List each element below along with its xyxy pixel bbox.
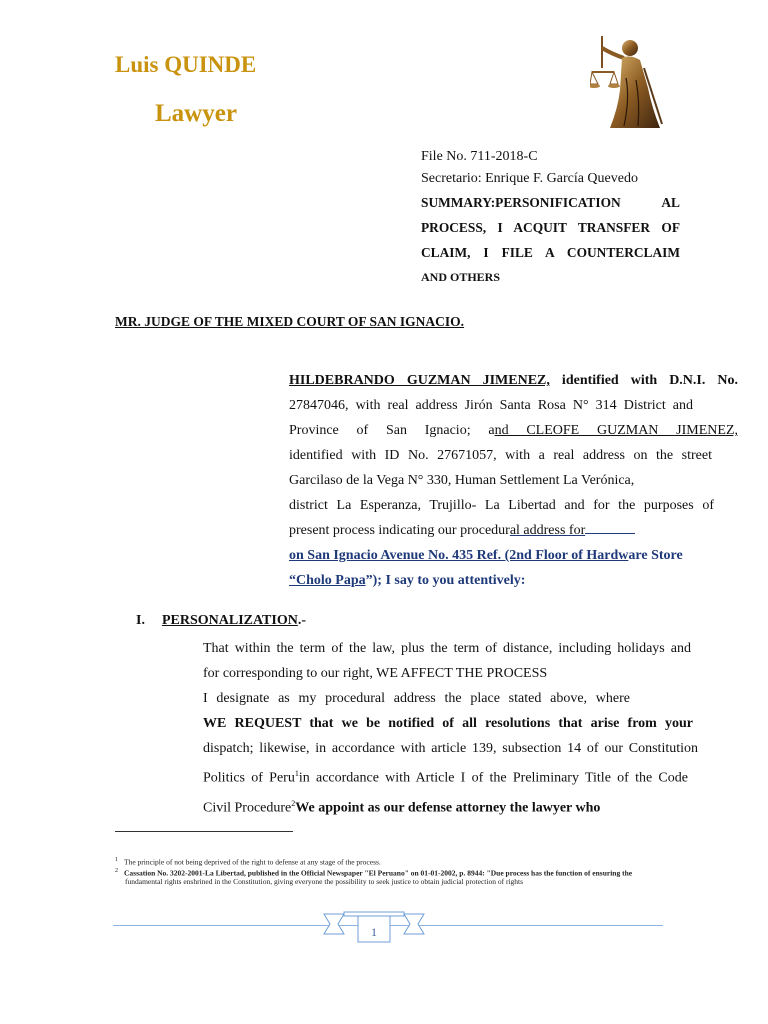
footnotes: $^1$ The principle of not being deprived of the right to defense at any stage of the process. $^2$ Cassation No. 3202-2001-La Libertad, published in the Official Newspaper "El Peruano" on 01-01-2002, p. 8944: "Due process has the function of ensuring the fundamental rights enshrined in the Constitution, giving everyone the possibility to seek justice to obtain judicial protection of rights [115,856,718,886]
summary-line: PROCESS, I ACQUIT TRANSFER OF [421,220,680,235]
party-name: HILDEBRANDO GUZMAN JIMENEZ, [289,373,550,388]
file-number: File No. 711-2018-C [421,149,538,164]
section-heading: I. PERSONALIZATION.- [136,613,307,628]
section-numeral: I. [136,613,145,628]
summary-line: AND OTHERS [421,270,501,284]
party-name: nd CLEOFE GUZMAN JIMENEZ, [494,423,739,438]
footnote: $^2$ Cassation No. 3202-2001-La Libertad, published in the Official Newspaper "El Peruano" on 01-01-2002, p. 8944: "Due process has the function of ensuring the [115,867,633,877]
addressee: MR. JUDGE OF THE MIXED COURT OF SAN IGNACIO. [115,314,465,329]
footnote-separator [115,831,293,832]
letterhead-name: Luis QUINDE [115,52,257,77]
secretary: Secretario: Enrique F. García Quevedo [421,171,638,186]
file-info [421,144,681,290]
footnote-ref: 2 [291,798,296,808]
letterhead-title: Lawyer [155,100,237,127]
footnote-ref: 1 [294,769,299,778]
lady-justice-icon [590,28,670,130]
summary-line: CLAIM, I FILE A COUNTERCLAIM [421,245,680,260]
summary-line: SUMMARY:PERSONIFICATION AL [421,195,680,210]
page-number: 1 [371,925,377,939]
summary [421,190,680,290]
footnote: $^1$ The principle of not being deprived of the right to defense at any stage of the process. [115,857,381,867]
section-body: That within the term of the law, plus the term of distance, including holidays and for corresponding to our right, WE AFFECT THE PROCESS I designate as my procedural address the place stated above, where WE REQUEST that we be notified of all resolutions that arise from your dispatch; likewise, in accordance with article 139, subsection 14 of our Constitution Politics of Peru$^1$in accordance with Article I of the Preliminary Title of the Code Civil Procedure$^2$We appoint as our defense attorney the lawyer who [203,641,698,816]
intro-paragraph: HILDEBRANDO GUZMAN JIMENEZ, identified with D.N.I. No. 27847046, with real address Jirón Santa Rosa N° 314 District and Province of San Ignacio; and CLEOFE GUZMAN JIMENEZ, identified with ID No. 27671057, with a real address on the street Garcilaso de la Vega N° 330, Human Settlement La Verónica, district La Esperanza, Trujillo- La Libertad and for the purposes of present process indicating our procedural address for on San Ignacio Avenue No. 435 Ref. (2nd Floor of Hardware Store “Cholo Papa”); I say to you attentively: [289,373,739,588]
procedural-address: on San Ignacio Avenue No. 435 Ref. (2nd Floor of Hardware Store [289,548,683,563]
